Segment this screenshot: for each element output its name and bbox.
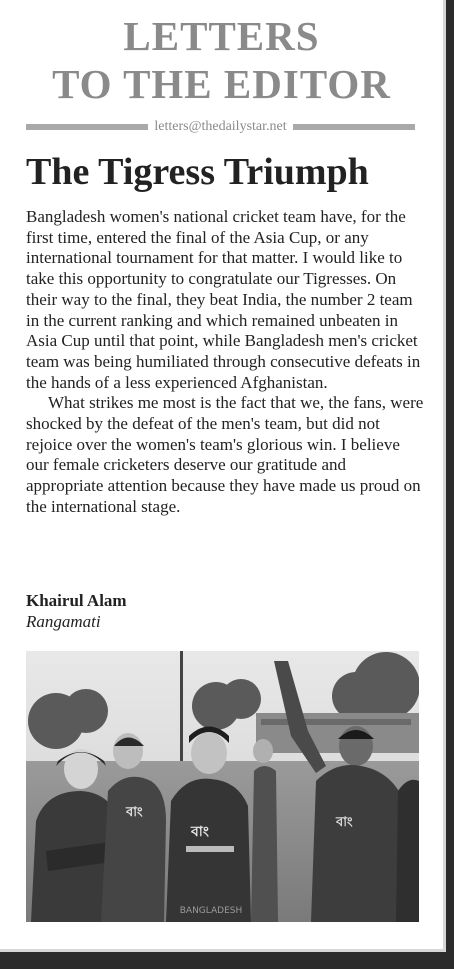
masthead-rule	[26, 116, 415, 138]
floodlight-pole	[180, 651, 183, 766]
svg-text:বাং: বাং	[336, 815, 353, 830]
letter-body	[26, 207, 426, 518]
photo-illustration	[26, 651, 419, 922]
masthead-line-2: TO THE EDITOR	[52, 61, 391, 107]
letter-paragraph-2: What strikes me most is the fact that we, the fans, were shocked by the defeat of the men's team, but did not rejoice over the women's team's glorious win. I believe our female cricketers deserve our gratitude and appropriate attention because they have made us proud on the international stage.	[26, 393, 424, 516]
celebration-photo	[26, 651, 419, 922]
letter-signature	[26, 590, 127, 632]
masthead-line-1: LETTERS	[123, 13, 320, 59]
letter-paragraph-1: Bangladesh women's national cricket team have, for the first time, entered the final of the Asia Cup, or any international tournament for that matter. I would like to take this opportunity to congratulate our Tigresses. On their way to the final, they beat India, the number 2 team in the current ranking and which remained unbeaten in Asia Cup until that point, while Bangladesh men's cricket team was being humiliated through consecutive defeats in the hands of a less experienced Afghanistan.	[26, 207, 421, 392]
svg-text:বাং: বাং	[126, 805, 143, 820]
svg-text:বাং: বাং	[191, 824, 209, 840]
author-name: Khairul Alam	[26, 591, 127, 610]
letter-headline: The Tigress Triumph	[26, 151, 369, 193]
rule-right	[293, 124, 415, 130]
author-location: Rangamati	[26, 612, 101, 631]
editor-email[interactable]: letters@thedailystar.net	[154, 119, 287, 134]
rule-left	[26, 124, 148, 130]
jersey-text: BANGLADESH	[179, 906, 243, 916]
